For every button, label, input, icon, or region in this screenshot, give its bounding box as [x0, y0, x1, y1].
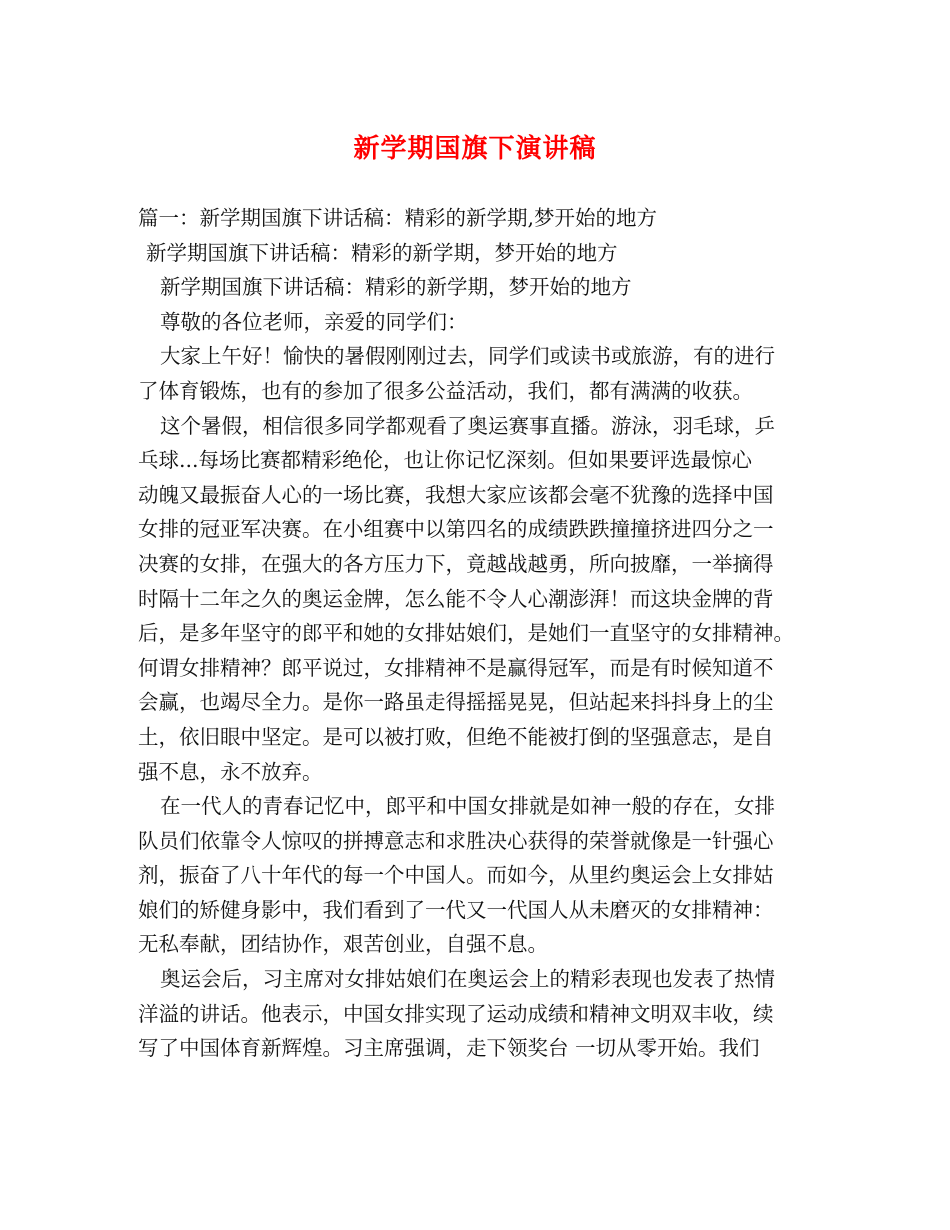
- text-line: 洋溢的讲话。他表示，中国女排实现了运动成绩和精神文明双丰收，续: [138, 1001, 774, 1026]
- text-line: 乓球...每场比赛都精彩绝伦，也让你记忆深刻。但如果要评选最惊心: [138, 448, 753, 473]
- text-line: 土，依旧眼中坚定。是可以被打败，但绝不能被打倒的坚强意志，是自: [138, 724, 774, 749]
- text-line: 写了中国体育新辉煌。习主席强调，走下领奖台 一切从零开始。我们: [138, 1036, 760, 1061]
- document-body: [138, 201, 818, 1066]
- text-line: 后，是多年坚守的郎平和她的女排姑娘们，是她们一直坚守的女排精神。: [138, 621, 794, 646]
- text-line: 尊敬的各位老师，亲爱的同学们：: [160, 309, 468, 334]
- text-line: 在一代人的青春记忆中，郎平和中国女排就是如神一般的存在，女排: [160, 794, 775, 819]
- text-line: 队员们依靠令人惊叹的拼搏意志和求胜决心获得的荣誉就像是一针强心: [138, 828, 774, 853]
- text-line: 何谓女排精神？郎平说过，女排精神不是赢得冠军，而是有时候知道不: [138, 655, 774, 680]
- text-line: 奥运会后，习主席对女排姑娘们在奥运会上的精彩表现也发表了热情: [160, 967, 775, 992]
- text-line: 决赛的女排，在强大的各方压力下，竟越战越勇，所向披靡，一举摘得: [138, 551, 774, 576]
- text-line: 了体育锻炼，也有的参加了很多公益活动，我们，都有满满的收获。: [138, 378, 753, 403]
- text-line: 大家上午好！愉快的暑假刚刚过去，同学们或读书或旅游，有的进行: [160, 344, 775, 369]
- text-line: 无私奉献，团结协作，艰苦创业，自强不息。: [138, 932, 548, 957]
- text-line: 这个暑假，相信很多同学都观看了奥运赛事直播。游泳，羽毛球，乒: [160, 413, 775, 438]
- text-line: 新学期国旗下讲话稿：精彩的新学期，梦开始的地方: [160, 275, 632, 300]
- text-line: 会赢，也竭尽全力。是你一路虽走得摇摇晃晃，但站起来抖抖身上的尘: [138, 690, 774, 715]
- text-line: 动魄又最振奋人心的一场比赛，我想大家应该都会毫不犹豫的选择中国: [138, 482, 774, 507]
- document-title: 新学期国旗下演讲稿: [353, 134, 597, 164]
- text-line: 剂，振奋了八十年代的每一个中国人。而如今，从里约奥运会上女排姑: [138, 863, 774, 888]
- text-line: 时隔十二年之久的奥运金牌，怎么能不令人心潮澎湃！而这块金牌的背: [138, 586, 774, 611]
- text-line: 篇一：新学期国旗下讲话稿：精彩的新学期,梦开始的地方: [138, 206, 658, 230]
- text-line: 女排的冠亚军决赛。在小组赛中以第四名的成绩跌跌撞撞挤进四分之一: [138, 517, 774, 542]
- text-line: 新学期国旗下讲话稿：精彩的新学期，梦开始的地方: [146, 240, 618, 265]
- text-line: 娘们的矫健身影中，我们看到了一代又一代国人从未磨灭的女排精神：: [138, 897, 774, 922]
- text-line: 强不息，永不放弃。: [138, 759, 323, 784]
